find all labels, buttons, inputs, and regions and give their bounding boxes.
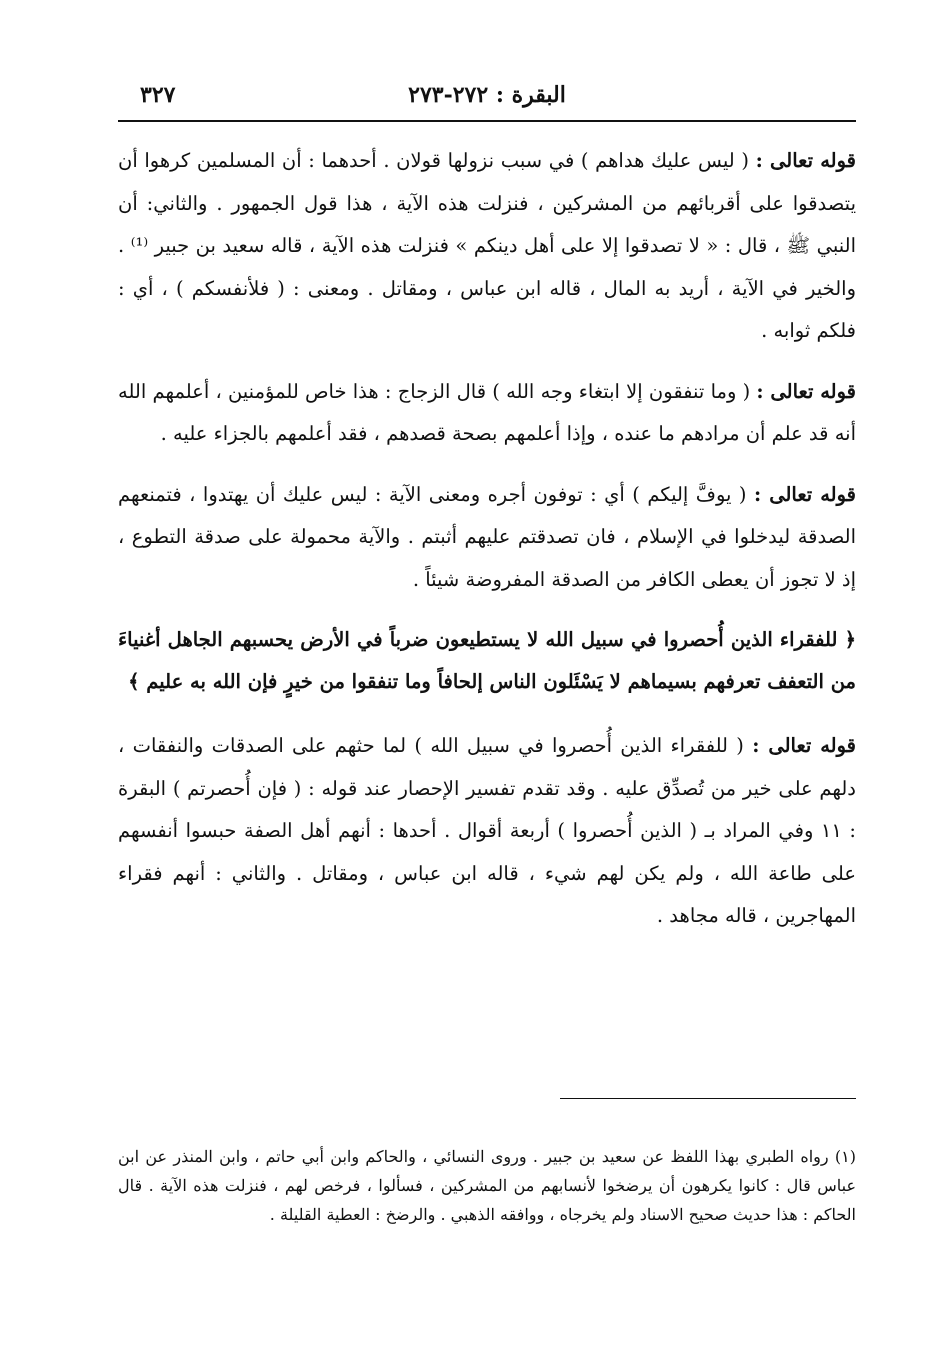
- commentary-paragraph: [118, 140, 856, 353]
- footnote: (١) رواه الطبري بهذا اللفظ عن سعيد بن جبير . وروى النسائي ، والحاكم وابن أبي حاتم ، وابن المنذر عن ابن عباس قال : كانوا يكرهون أن يرضخوا لأنسابهم من المشركين ، فسألوا ، فرخص لهم ، فنزلت هذه الآية . قال الحاكم : هذا حديث صحيح الاسناد ولم يخرجاه ، ووافقه الذهبي . والرضخ : العطية القليلة .: [118, 1147, 856, 1224]
- footnote-divider: [560, 1098, 856, 1099]
- paragraph-text: ( وما تنفقون إلا ابتغاء وجه الله ) قال الزجاج : هذا خاص للمؤمنين ، أعلمهم الله أنه قد علم أن مرادهم ما عنده ، وإذا أعلمهم بصحة قصدهم ، فقد أعلمهم بالجزاء عليه .: [118, 379, 856, 445]
- paragraph-lead: قوله تعالى :: [752, 734, 856, 757]
- main-text: [118, 140, 856, 956]
- paragraph-text: ( ليس عليك هداهم ) في سبب نزولها قولان . أحدهما : أن المسلمين كرهوا أن يتصدقوا على أقربائهم من المشركين ، فنزلت هذه الآية ، هذا قول الجمهور . والثاني: أن النبي ﷺ ، قال : « لا تصدقوا إلا على أهل دينكم » فنزلت هذه الآية ، قاله سعيد بن جبير ⁽¹⁾ . والخير في الآية ، أريد به المال ، قاله ابن عباس ، ومقاتل . ومعنى : ( فلأنفسكم ) ، أي : فلكم ثوابه .: [118, 149, 856, 342]
- paragraph-text: ( يوفَّ إليكم ) أي : توفون أجره ومعنى الآية : ليس عليك أن يهتدوا ، فتمنعهم الصدقة ليدخلوا في الإسلام ، فان تصدقتم عليهم أثبتم . والآية محمولة على صدقة التطوع ، إذ لا تجوز أن يعطى الكافر من الصدقة المفروضة شيئاً .: [118, 482, 856, 591]
- commentary-paragraph: [118, 725, 856, 938]
- quran-verse: ﴿ للفقراء الذين أُحصروا في سبيل الله لا يستطيعون ضرباً في الأرض يحسبهم الجاهل أغنياءَ من التعفف تعرفهم بسيماهم لا يَسْئَلون الناس إلحافاً وما تنفقوا من خيرٍ فإن الله به عليم ﴾: [118, 628, 856, 693]
- paragraph-lead: قوله تعالى :: [753, 482, 856, 506]
- paragraph-lead: قوله تعالى :: [755, 149, 857, 172]
- paragraph-text: ( للفقراء الذين أُحصروا في سبيل الله ) لما حثهم على الصدقات والنفقات ، دلهم على خير من تُصدِّق عليه . وقد تقدم تفسير الإحصار عند قوله : ( فإن أُحصرتم ) البقرة : ١١ وفي المراد بـ ( الذين أُحصروا ) أربعة أقوال . أحدها : أنهم أهل الصفة حبسوا أنفسهم على طاعة الله ، ولم يكن لهم شيء ، قاله ابن عباس ، ومقاتل . والثاني : أنهم فقراء المهاجرين ، قاله مجاهد .: [118, 734, 856, 927]
- commentary-paragraph: [118, 474, 856, 602]
- running-title: البقرة : ٢٧٢-٢٧٣: [408, 82, 566, 108]
- paragraph-lead: قوله تعالى :: [756, 379, 856, 403]
- commentary-paragraph: [118, 371, 856, 456]
- page-header: [118, 80, 856, 122]
- page-number: ٣٢٧: [140, 82, 176, 108]
